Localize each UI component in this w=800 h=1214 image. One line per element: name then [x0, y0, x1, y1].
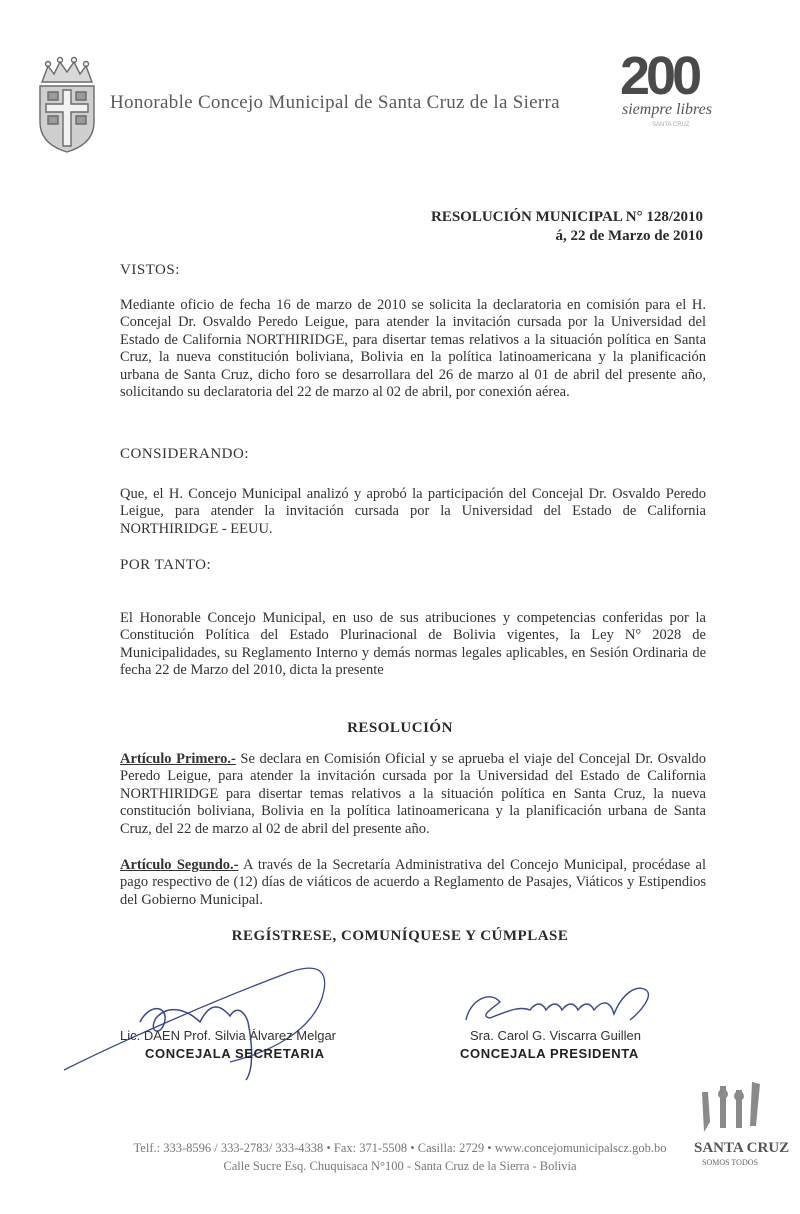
- resolucion-heading: RESOLUCIÓN: [347, 720, 453, 736]
- considerando-heading: CONSIDERANDO:: [120, 446, 250, 462]
- santa-cruz-logo-sub: SOMOS TODOS: [702, 1158, 758, 1167]
- footer-address: Calle Sucre Esq. Chuquisaca N°100 - Santa Cruz de la Sierra - Bolivia: [223, 1159, 577, 1173]
- article-1-label: Artículo Primero.-: [120, 751, 236, 767]
- signature-left-icon: [60, 962, 350, 1082]
- left-signer-role: CONCEJALA SECRETARIA: [145, 1046, 325, 1061]
- considerando-text: Que, el H. Concejo Municipal analizó y aprobó la participación del Concejal Dr. Osvaldo Peredo Leigue, para atender la invitación cursada por la Universidad del Estado de California NORTHIRIDGE - EEUU.: [120, 486, 706, 537]
- anniversary-sub: SANTA CRUZ: [652, 122, 690, 128]
- closing-formula: REGÍSTRESE, COMUNÍQUESE Y CÚMPLASE: [231, 928, 569, 944]
- article-1: [120, 751, 706, 838]
- article-2-label: Artículo Segundo.-: [120, 857, 239, 873]
- article-2: [120, 857, 706, 909]
- article-1-text: Se declara en Comisión Oficial y se aprueba el viaje del Concejal Dr. Osvaldo Peredo Leigue, para atender la invitación cursada por la Universidad del Estado de California NORTHIRIDGE para disertar temas relativos a la situación política en Santa Cruz, la nueva constitución boliviana, Bolivia en la política latinoamericana y la planificación urbana de Santa Cruz, del 22 de marzo al 02 de abril del presente año.: [120, 751, 706, 837]
- vistos-heading: VISTOS:: [120, 262, 180, 278]
- anniversary-motto: siempre libres: [622, 101, 712, 118]
- right-signer-name: Sra. Carol G. Viscarra Guillen: [470, 1028, 641, 1043]
- vistos-text: Mediante oficio de fecha 16 de marzo de 2010 se solicita la declaratoria en comisión para el H. Concejal Dr. Osvaldo Peredo Leigue, para atender la invitación cursada por la Universidad del Estado de California NORTHIRIDGE, para disertar temas relativos a la situación política en Santa Cruz, la nueva constitución boliviana, Bolivia en la política latinoamericana y la planificación urbana de Santa Cruz, dicho foro se desarrollara del 26 de marzo al 01 de abril del presente año, solicitando su declaratoria del 22 de marzo al 02 de abril, por conexión aérea.: [120, 297, 706, 401]
- portanto-heading: POR TANTO:: [120, 557, 212, 573]
- left-signer-name: Lic. DAEN Prof. Silvia Álvarez Melgar: [120, 1028, 337, 1043]
- resolution-header: [431, 208, 703, 246]
- portanto-text: El Honorable Concejo Municipal, en uso de sus atribuciones y competencias conferidas por la Constitución Política del Estado Plurinacional de Bolivia vigentes, la Ley N° 2028 de Municipalidades, su Reglamento Interno y demás normas legales aplicables, en Sesión Ordinaria de fecha 22 de Marzo del 2010, dicta la presente: [120, 610, 706, 679]
- right-signer-role: CONCEJALA PRESIDENTA: [460, 1046, 639, 1061]
- bicentennial-200-icon: [612, 46, 752, 136]
- anniversary-number: 200: [620, 46, 699, 106]
- santa-cruz-logo-word: SANTA CRUZ: [694, 1140, 790, 1156]
- article-2-text: A través de la Secretaría Administrativa del Concejo Municipal, procédase al pago respectivo de (12) días de viáticos de acuerdo a Reglamento de Pasajes, Viáticos y Estipendios del Gobierno Municipal.: [120, 857, 706, 908]
- resolution-number: RESOLUCIÓN MUNICIPAL N° 128/2010: [431, 209, 703, 225]
- resolution-date: á, 22 de Marzo de 2010: [555, 228, 703, 244]
- footer-contact: Telf.: 333-8596 / 333-2783/ 333-4338 • Fax: 371-5508 • Casilla: 2729 • www.concejomunicipalscz.gob.bo: [133, 1141, 667, 1155]
- bicentennial-logo: [612, 46, 752, 136]
- council-name: Honorable Concejo Municipal de Santa Cruz de la Sierra: [110, 92, 560, 113]
- coat-of-arms-icon: [34, 52, 100, 156]
